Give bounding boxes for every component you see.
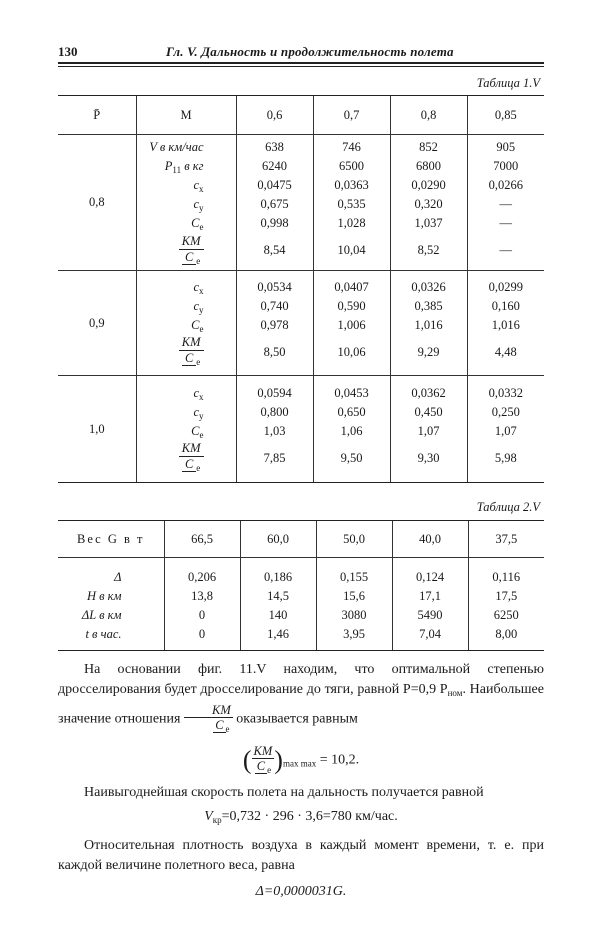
page-number: 130: [58, 44, 78, 59]
body-text: [58, 660, 544, 902]
paragraph-2: Наивыгоднейшая скорость полета на дальность получается равной: [84, 785, 484, 800]
table1-group-p: 0,9: [58, 271, 136, 376]
table1-col-mach: 0,85: [467, 96, 544, 135]
table1-value-col: 0,0534 0,740 0,978 8,50: [236, 271, 313, 376]
formula-max: ( $\frac{KM}{C _e}$ )$_{max max} = 10,2$.: [242, 744, 360, 775]
inline-fraction: $\frac{KM}{C _e}$: [184, 703, 233, 736]
table2-value-col: 0,206 13,8 0 0: [164, 558, 240, 651]
label-cx: $c_x$: [193, 178, 204, 194]
table1-row-labels: [136, 135, 236, 271]
table1-value-col: 0,0407 0,590 1,006 10,06: [313, 271, 390, 376]
page-header: [58, 40, 544, 60]
table1-value-col: 0,0299 0,160 1,016 4,48: [467, 271, 544, 376]
book-page: [58, 40, 544, 899]
table1-row-labels: [136, 376, 236, 483]
label-v: V в км/час: [149, 140, 204, 154]
header-rule-thin: [58, 66, 544, 67]
table2-value-col: 0,155 15,6 3080 3,95: [316, 558, 392, 651]
table1-value-col: 0,0594 0,800 1,03 7,85: [236, 376, 313, 483]
table1-value-col: 905 7000 0,0266 — — —: [467, 135, 544, 271]
table1-col-mach: 0,7: [313, 96, 390, 135]
label-ce: $C_e$: [191, 317, 204, 334]
table2-weight: 50,0: [316, 521, 392, 558]
table-1v: [58, 95, 544, 483]
table1-group: [58, 271, 544, 376]
table1-col-mach: 0,8: [390, 96, 467, 135]
table2-header-label: Вес G в т: [58, 521, 164, 558]
table-2v: [58, 520, 544, 651]
table1-value-col: 0,0362 0,450 1,07 9,30: [390, 376, 467, 483]
label-p11: $P_{11}$ в кг: [164, 159, 204, 175]
table1-col-p: P̄: [58, 96, 136, 135]
header-rule-thick: [58, 62, 544, 64]
table2-row-labels: Δ H в км ΔL в км t в час.: [58, 558, 164, 651]
table2-weight: 37,5: [468, 521, 544, 558]
formula-vkr: $V_{кр}=0,732 \cdot 296 \cdot 3,6=780$ км/час.: [204, 809, 398, 825]
table1-value-col: 0,0332 0,250 1,07 5,98: [467, 376, 544, 483]
table1-value-col: 746 6500 0,0363 0,535 1,028 10,04: [313, 135, 390, 271]
paragraph-3: Относительная плотность воздуха в каждый момент времени, т. е. при каждой величине полетного веса, равна: [58, 838, 544, 873]
table1-col-mach: 0,6: [236, 96, 313, 135]
label-ce: $C_e$: [191, 423, 204, 440]
table2-weight: 66,5: [164, 521, 240, 558]
table2-value-col: 0,124 17,1 5490 7,04: [392, 558, 468, 651]
running-title: Гл. V. Дальность и продолжительность полета: [166, 44, 454, 59]
table1-group-p: 0,8: [58, 135, 136, 271]
table1-value-col: 852 6800 0,0290 0,320 1,037 8,52: [390, 135, 467, 271]
paragraph-1: На основании фиг. 11.V находим, что оптимальной степенью дросселирования будет дросселирование до тяги, равной P=0,9 $P_{ном}$. Наибольшее значение отношения $\frac{KM}{C _e}$ оказывается равным: [58, 662, 544, 734]
label-cy: $c_y$: [193, 404, 204, 421]
table1-group: [58, 135, 544, 271]
table1-row-labels: [136, 271, 236, 376]
table1-group: [58, 376, 544, 483]
table1-group-p: 1,0: [58, 376, 136, 483]
table1-caption: Таблица 1.V: [476, 76, 540, 90]
table2-value-col: 0,186 14,5 140 1,46: [240, 558, 316, 651]
label-km-ce: $\frac{KM}{C _e}$: [137, 441, 236, 475]
table2-weight: 40,0: [392, 521, 468, 558]
label-cy: $c_y$: [193, 197, 204, 213]
formula-density: Δ=0,0000031G.: [255, 884, 347, 899]
table2-weight: 60,0: [240, 521, 316, 558]
table1-col-m: M: [136, 96, 236, 135]
table2-caption: Таблица 2.V: [476, 500, 540, 514]
table2-value-col: 0,116 17,5 6250 8,00: [468, 558, 544, 651]
table1-value-col: 638 6240 0,0475 0,675 0,998 8,54: [236, 135, 313, 271]
table1-header-row: [58, 96, 544, 135]
label-km-ce: $\frac{KM}{C _e}$: [137, 233, 236, 267]
table2-header-row: [58, 521, 544, 558]
table1-value-col: 0,0453 0,650 1,06 9,50: [313, 376, 390, 483]
label-km-ce: $\frac{KM}{C _e}$: [137, 335, 236, 369]
label-cy: $c_y$: [193, 298, 204, 315]
label-cx: $c_x$: [193, 279, 204, 296]
label-cx: $c_x$: [193, 385, 204, 402]
table1-value-col: 0,0326 0,385 1,016 9,29: [390, 271, 467, 376]
label-ce: $C_e$: [191, 216, 204, 232]
table2-body-row: [58, 558, 544, 651]
